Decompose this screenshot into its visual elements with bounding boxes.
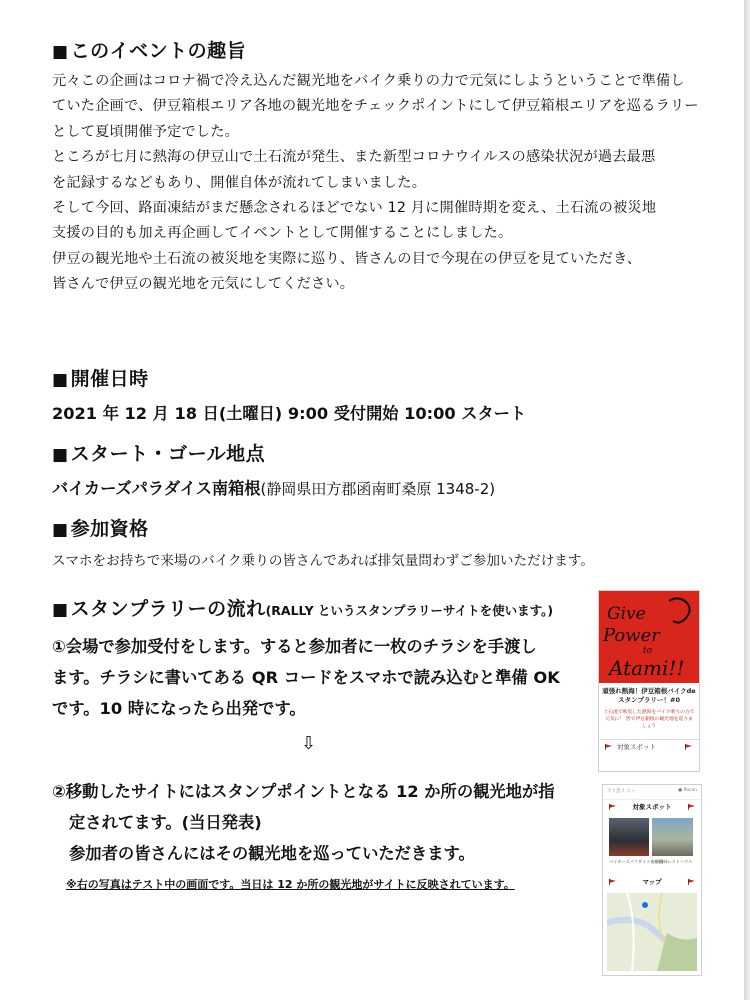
phone-screenshot-poster — [598, 590, 700, 772]
spot-caption: 十国峠レストハウス — [655, 859, 693, 864]
spot-map[interactable] — [607, 893, 697, 971]
page-edge — [744, 0, 750, 1000]
step-2-line: 参加者の皆さんにはその観光地を巡っていただきます。 — [69, 844, 475, 863]
map-section-title — [603, 875, 701, 889]
purpose-line: ところが七月に熱海の伊豆山で土石流が発生、また新型コロナウイルスの感染状況が過去最悪 — [52, 149, 656, 166]
step-1-line: ます。チラシに書いてある QR コードをスマホで読み込むと準備 OK — [52, 668, 560, 687]
app-topbar-left: ラリ会メ ミィ — [607, 789, 636, 794]
purpose-line: そして今回、路面凍結がまだ懸念されるほどでない 12 月に開催時期を変え、土石流の被災地 — [52, 200, 657, 217]
spots-section-title — [603, 800, 701, 814]
flag-icon — [609, 879, 616, 885]
flow-heading — [52, 594, 553, 621]
square-bullet: ■ — [52, 370, 69, 390]
flag-icon — [688, 879, 695, 885]
purpose-line: 伊豆の観光地や土石流の被災地を実際に巡り、皆さんの目で今現在の伊豆を見ていただき、 — [52, 250, 642, 267]
purpose-heading-text: このイベントの趣旨 — [70, 40, 247, 62]
map-artwork — [607, 893, 697, 971]
app-topbar-right: ● Pocan — [678, 788, 697, 793]
purpose-paragraph — [52, 69, 712, 298]
spot-bar-label: 対象スポット — [617, 743, 656, 751]
step-1-line: です。10 時になったら出発です。 — [52, 699, 306, 718]
purpose-line: を記録するなどもあり、開催自体が流れてしまいました。 — [52, 174, 427, 191]
datetime-heading — [52, 364, 149, 391]
datetime-value: 2021 年 12 月 18 日(土曜日) 9:00 受付開始 10:00 スタート — [52, 404, 527, 423]
flow-step-2 — [52, 776, 555, 869]
purpose-heading — [52, 36, 246, 63]
datetime-heading-text: 開催日時 — [70, 368, 149, 390]
venue-name: バイカーズパラダイス南箱根 — [52, 479, 261, 498]
purpose-line: 支援の目的も加え再企画してイベントとして開催することにしました。 — [52, 225, 513, 242]
square-bullet: ■ — [52, 600, 69, 620]
flow-heading-text: スタンプラリーの流れ — [70, 598, 266, 620]
poster-word: Atami!! — [609, 656, 685, 680]
square-bullet: ■ — [52, 42, 69, 62]
spot-photo-jukkoku[interactable] — [652, 818, 693, 856]
flag-icon — [609, 804, 616, 810]
poster-description: 土石流で被災した熱海をバイク乗りの力で元気に！ 皆で伊豆箱根の観光地を巡りましょう — [603, 710, 695, 729]
poster-word: Power — [603, 625, 660, 646]
poster-word: Give — [607, 604, 646, 624]
map-section-label: マップ — [642, 878, 662, 886]
phone-screenshot-spots — [602, 784, 702, 976]
venue-heading-text: スタート・ゴール地点 — [70, 443, 266, 465]
purpose-line: 元々この企画はコロナ禍で冷え込んだ観光地をバイク乗りの力で元気にしようということで準備し — [52, 73, 685, 89]
flag-icon — [685, 744, 692, 750]
poster-caption: 頑張れ熱海！伊豆箱根バイクde スタンプラリー！#0 — [599, 683, 699, 707]
app-topbar — [603, 785, 701, 800]
step-2-line: 定されてます。(当日発表) — [69, 813, 262, 832]
step-2-line: ②移動したサイトにはスタンプポイントとなる 12 か所の観光地が指 — [52, 782, 555, 801]
purpose-line: として夏頃開催予定でした。 — [52, 123, 240, 140]
spot-photo-bikers[interactable] — [609, 818, 649, 856]
purpose-line: ていた企画で、伊豆箱根エリア各地の観光地をチェックポイントにして伊豆箱根エリアを巡るラリー — [52, 98, 699, 115]
square-bullet: ■ — [52, 520, 69, 540]
flow-subheading: (RALLY というスタンプラリーサイトを使います。) — [265, 603, 554, 618]
poster-word: to — [643, 646, 653, 656]
map-pin-icon[interactable] — [642, 902, 648, 908]
eligibility-text: スマホをお持ちで来場のバイク乗りの皆さんであれば排気量問わずご参加いただけます。 — [52, 553, 594, 569]
square-bullet: ■ — [52, 445, 69, 465]
down-arrow-icon: ⇩ — [301, 733, 317, 754]
spot-caption: バイカーズパラダイス南箱根 — [609, 859, 663, 864]
eligibility-heading-text: 参加資格 — [70, 518, 149, 540]
step-1-line: ①会場で参加受付をします。すると参加者に一枚のチラシを手渡し — [52, 637, 537, 656]
flow-step-1 — [52, 631, 560, 724]
purpose-line: 皆さんで伊豆の観光地を元気にしてください。 — [52, 276, 355, 293]
screenshot-note: ※右の写真はテスト中の画面です。当日は 12 か所の観光地がサイトに反映されています。 — [66, 878, 515, 891]
venue-heading — [52, 439, 265, 466]
spots-section-label: 対象スポット — [632, 803, 672, 811]
poster-artwork — [599, 591, 699, 683]
venue-address: (静岡県田方郡函南町桑原 1348-2) — [260, 480, 496, 498]
give-power-poster — [599, 591, 699, 683]
flag-icon — [605, 744, 612, 750]
spot-bar[interactable] — [599, 739, 699, 754]
eligibility-heading — [52, 514, 149, 541]
venue-line — [52, 475, 495, 499]
fist-doodle-icon — [669, 598, 690, 622]
flag-icon — [688, 804, 695, 810]
